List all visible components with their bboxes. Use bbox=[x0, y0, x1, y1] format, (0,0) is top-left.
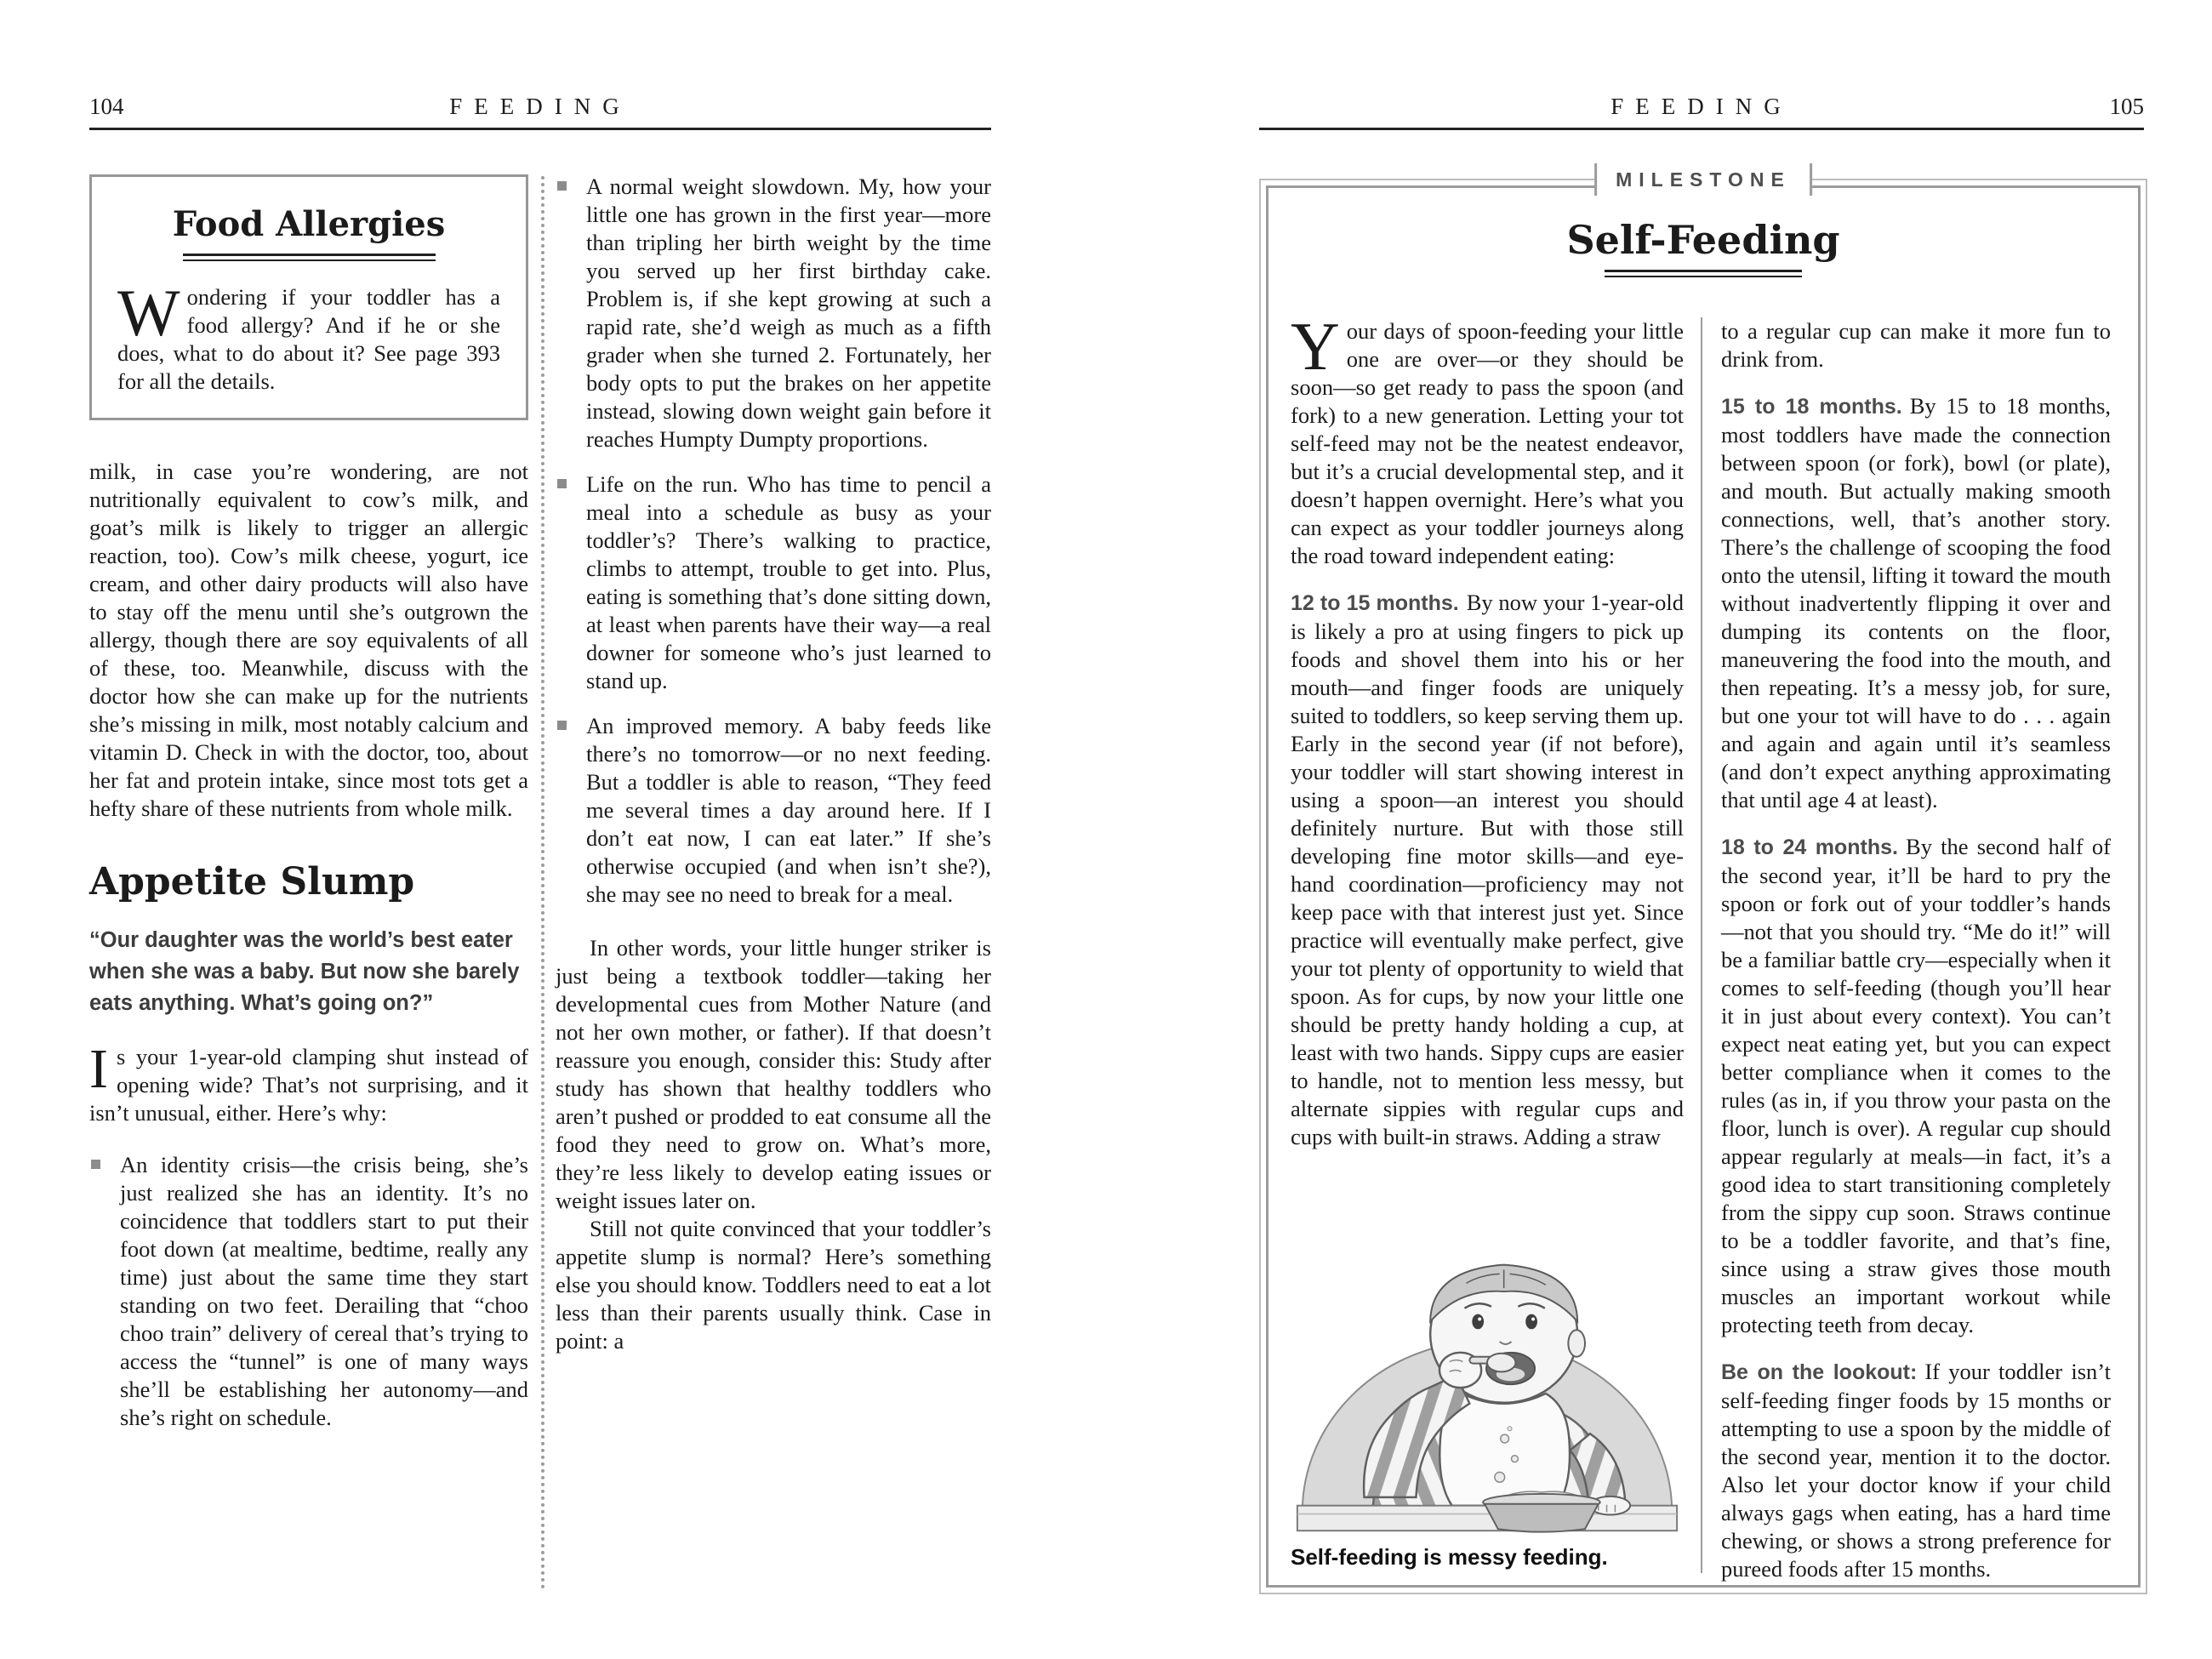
lookout-paragraph bbox=[1721, 1358, 2111, 1583]
age-section-lead: 18 to 24 months. bbox=[1721, 835, 1899, 859]
body-paragraph: Still not quite convinced that your toddler’s appetite slump is normal? Here’s something else you should know. Toddlers need to eat a lot less than their parents usually think. Case in point: a bbox=[556, 1216, 991, 1354]
sidebar-box-text: ondering if your toddler has a food allergy? And if he or she does, what to do about it? See page 393 for all the details. bbox=[117, 284, 500, 394]
section-heading: Appetite Slump bbox=[89, 860, 415, 904]
page104-column-2 bbox=[556, 173, 991, 1355]
header-rule-right bbox=[1259, 128, 2144, 130]
page105-column-2 bbox=[1721, 317, 2112, 1582]
title-double-rule bbox=[1605, 270, 1802, 277]
body-paragraph-continuation: milk, in case you’re wondering, are not nutritionally equivalent to cow’s milk, and goat’s milk is likely to trigger an allergic reaction, too). Cow’s milk cheese, yogurt, ice cream, and other dairy products will also have to stay off the menu until she’s outgrown the allergy, though there are soy equivalents of all of these, too. Meanwhile, discuss with the doctor how she can make up for the nutrients she’s missing in milk, most notably calcium and vitamin D. Check in with the doctor, too, about her fat and protein intake, since most tots get a hefty share of these nutrients from whole milk. bbox=[89, 459, 528, 821]
drop-cap: I bbox=[89, 1038, 108, 1100]
running-head-left: FEEDING bbox=[449, 94, 631, 119]
age-section-text: By the second half of the second year, it’ll be hard to pry the spoon or fork out of your toddler’s hands—not that you should try. “Me do it!” will be a familiar battle cry—especially when it comes to self-feeding (though you’ll hear it in just about every context). You can’t expect neat eating yet, but you can expect better compliance when it comes to the rules (as in, if you throw your pasta on the floor, lunch is over). A regular cup should appear regularly at meals—in fact, it’s a good idea to start transitioning completely from the sippy cup soon. Straws continue to be a toddler favorite, and that’s fine, since using a straw gives those mouth muscles an important workout while protecting teeth from decay. bbox=[1721, 834, 2111, 1337]
bullet-item: An identity crisis—the crisis being, she’s just realized she has an identity. It’s no coincidence that toddlers start to put their foot down (at mealtime, bedtime, really any time) just about the same time they start standing on two feet. Derailing that “choo choo train” delivery of cereal that’s trying to access the “tunnel” is one of many ways she’ll be establishing her autonomy—and she’s right on schedule. bbox=[89, 1151, 528, 1432]
age-section-paragraph bbox=[1721, 392, 2111, 814]
age-section-text: By now your 1-year-old is likely a pro at using fingers to pick up foods and shovel them into his or her mouth—and finger foods are uniquely suited to toddlers, so keep serving them up. Early in the second year (if not before), your toddler will start showing interest in using a spoon—an interest you should definitely nurture. But with those still developing fine motor skills—and eye-hand coordination—proficiency may not keep pace with that interest just yet. Since practice will eventually make perfect, give your tot plenty of opportunity to wield that spoon. As for cups, by now your little one should be pretty handy holding a cup, at least with two hands. Sippy cups are easier to handle, not to mention less messy, but alternate sippies with regular cups and cups with built-in straws. Adding a straw bbox=[1291, 590, 1685, 1149]
milestone-label: MILESTONE bbox=[1594, 163, 1812, 196]
page105-column-1 bbox=[1291, 310, 1685, 1571]
milestone-intro-paragraph bbox=[1291, 310, 1684, 570]
lookout-text: If your toddler isn’t self-feeding finger foods by 15 months or attempting to use a spoon by the middle of the second year, mention it to the doctor. Also let your doctor know if your child always gags when eating, has a hard time chewing, or shows a strong preference for pureed foods after 15 months. bbox=[1721, 1359, 2111, 1582]
milestone-title: Self-Feeding bbox=[1566, 217, 1840, 263]
answer-intro-text: s your 1-year-old clamping shut instead of opening wide? That’s not surprising, and it isn’t unusual, either. Here’s why: bbox=[89, 1044, 528, 1126]
answer-intro-paragraph bbox=[89, 1038, 528, 1127]
reader-question: “Our daughter was the world’s best eater when she was a baby. But now she barely eats anything. What’s going on?” bbox=[89, 928, 520, 1015]
bullet-item: An improved memory. A baby feeds like there’s no tomorrow—or no next feeding. But a toddler is able to reason, “They feed me several times a day around here. If I don’t eat now, I can eat later.” If she’s otherwise occupied (and when isn’t she?), she may see no need to break for a meal. bbox=[556, 712, 991, 909]
running-head-right: FEEDING bbox=[1611, 94, 1793, 119]
title-double-rule bbox=[183, 254, 436, 261]
age-section-paragraph bbox=[1291, 589, 1684, 1151]
page104-column-1 bbox=[89, 174, 528, 1432]
body-paragraph: In other words, your little hunger striker is just being a textbook toddler—taking her developmental cues from Mother Nature (and not her own mother, or father). If that doesn’t reassure you enough, consider this: Study after study has shown that healthy toddlers who aren’t pushed or prodded to eat consume all the food they need to grow on. What’s more, they’re less likely to develop eating issues or weight issues later on. bbox=[556, 935, 991, 1213]
bullet-item: A normal weight slowdown. My, how your little one has grown in the first year—more than tripling her birth weight by the time you served up her first birthday cake. Problem is, if she kept growing at such a rapid rate, she’d weigh as much as a fifth grader when she turned 2. Fortunately, her body opts to put the brakes on her appetite instead, slowing down weight gain before it reaches Humpty Dumpty proportions. bbox=[556, 173, 991, 453]
sidebar-box-body bbox=[117, 276, 500, 396]
age-section-lead: 12 to 15 months. bbox=[1291, 591, 1459, 615]
sidebar-box-title: Food Allergies bbox=[172, 204, 446, 244]
age-section-text: By 15 to 18 months, most toddlers have made the connection between spoon (or fork), bowl (or plate), and mouth. But actually making smooth connections, well, that’s another story. There’s the challenge of scooping the food onto the utensil, lifting it toward the mouth without inadvertently flipping it over and dumping its contents on the floor, maneuvering the food into the mouth, and then repeating. It’s a messy job, for sure, but one your tot will have to do . . . again and again and again until it’s seamless (and don’t expect anything approximating that until age 4 at least). bbox=[1721, 393, 2112, 812]
bullet-item: Life on the run. Who has time to pencil a meal into a schedule as busy as your toddler’s? There’s walking to practice, climbs to attempt, trouble to get into. Plus, eating is something that’s done sitting down, at least when parents have their way—a real downer for someone who’s just learned to stand up. bbox=[556, 470, 991, 695]
figure-caption: Self-feeding is messy feeding. bbox=[1291, 1544, 1608, 1570]
lookout-lead: Be on the lookout: bbox=[1721, 1360, 1918, 1384]
page-number-left: 104 bbox=[89, 94, 124, 119]
drop-cap: Y bbox=[1291, 310, 1340, 385]
self-feeding-figure bbox=[1291, 1245, 1684, 1571]
column-divider-rule bbox=[1701, 317, 1702, 1573]
milestone-box bbox=[1259, 168, 2147, 1594]
continuation-paragraph: to a regular cup can make it more fun to drink from. bbox=[1721, 318, 2111, 372]
drop-cap: W bbox=[117, 276, 180, 350]
page-number-right: 105 bbox=[2109, 94, 2144, 119]
column-divider-dotted bbox=[541, 176, 544, 1590]
milestone-box-inner bbox=[1266, 185, 2141, 1588]
milestone-intro-text: our days of spoon-feeding your little one are over—or they should be soon—so get ready to pass the spoon (and fork) to a new generation. Letting your tot self-feed may not be the neatest endeavor, but it’s a crucial developmental step, and it doesn’t happen overnight. Here’s what you can expect as your toddler journeys along the road toward independent eating: bbox=[1291, 318, 1684, 568]
header-rule-left bbox=[89, 128, 991, 130]
age-section-lead: 15 to 18 months. bbox=[1721, 395, 1902, 419]
baby-self-feeding-illustration bbox=[1291, 1245, 1684, 1533]
food-allergies-sidebar-box bbox=[89, 174, 528, 420]
age-section-paragraph bbox=[1721, 833, 2111, 1339]
